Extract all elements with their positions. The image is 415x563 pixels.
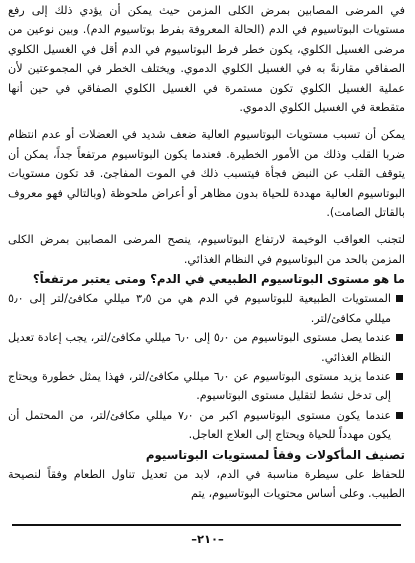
heading-food-classification: تصنيف المأكولات وفقاً لمستويات البوتاسيوم — [145, 447, 405, 462]
footer-divider — [12, 524, 401, 526]
heading-normal-potassium-level: ما هو مستوى البوتاسيوم الطبيعي في الدم؟ ومتى يعتبر مرتفعاً؟ — [32, 272, 405, 287]
list-item: عندما يزيد مستوى البوتاسيوم عن ٦٫٠ ميللي مكافئ/لتر، فهذا يمثل خطورة ويحتاج إلى تدخل نشط لتقليل مستوى البوتاسيوم. — [8, 367, 405, 406]
paragraph-diet-adjustment: للحفاظ على سيطرة مناسبة في الدم، لابد من تعديل تناول الطعام وفقاً لنصيحة الطبيب. وعلى أساس محتويات البوتاسيوم، يتم — [8, 467, 405, 500]
list-item: عندما يصل مستوى البوتاسيوم من ٥٫٠ إلى ٦٫٠ ميللي مكافئ/لتر، يجب إعادة تعديل النظام الغذائي. — [8, 328, 405, 367]
paragraph-hyperkalemia-dialysis: في المرضى المصابين بمرض الكلى المزمن حيث يمكن أن يؤدي ذلك إلى رفع مستويات البوتاسيوم في الدم (الحالة المعروفة بفرط بوتاسيوم الدم). وبين نوعين من مرضى الغسيل الكلوي، يكون خطر فرط البوتاسيوم في الدم أقل في الغسيل الكلوي الصفاقي مقارنةً به في الغسيل الكلوي الدموي. ويختلف الخطر في المجموعتين لأن عملية الغسيل الكلوي تكون مستمرة في الغسيل الكلوي الصفاقي في حين أنها متقطعة في الغسيل الكلوي الدموي. — [8, 4, 405, 115]
paragraph-spacer — [8, 117, 405, 125]
paragraph-spacer — [8, 222, 405, 230]
document-page — [8, 1, 405, 563]
page-number: –٢١٠– — [191, 532, 224, 546]
paragraph-high-potassium-risks: يمكن أن تسبب مستويات البوتاسيوم العالية ضعف شديد في العضلات أو عدم انتظام ضربا القلب وذلك من الأمور الخطيرة. فعندما يكون البوتاسيوم مرتفعاً جداً، يمكن أن يتوقف القلب عن النبض فجأة فيتسبب ذلك في الموت المفاجئ. قد تكون مستويات البوتاسيوم العالية مهددة للحياة بدون مظاهر أو أعراض ملحوظة (وبالتالي فهو معروف بالقاتل الصامت). — [8, 128, 405, 220]
potassium-levels-list — [8, 289, 405, 444]
list-item: المستويات الطبيعية للبوتاسيوم في الدم هي من ٣٫٥ ميللي مكافئ/لتر إلى ٥٫٠ ميللي مكافئ/لتر. — [8, 289, 405, 328]
list-item: عندما يكون مستوى البوتاسيوم اكبر من ٧٫٠ ميللي مكافئ/لتر، من المحتمل أن يكون مهدداً للحياة ويحتاج إلى العلاج العاجل. — [8, 406, 405, 445]
paragraph-avoid-complications: لتجنب العواقب الوخيمة لارتفاع البوتاسيوم، ينصح المرضى المصابين بمرض الكلى المزمن بالحد من البوتاسيوم في النظام الغذائي. — [8, 233, 405, 266]
